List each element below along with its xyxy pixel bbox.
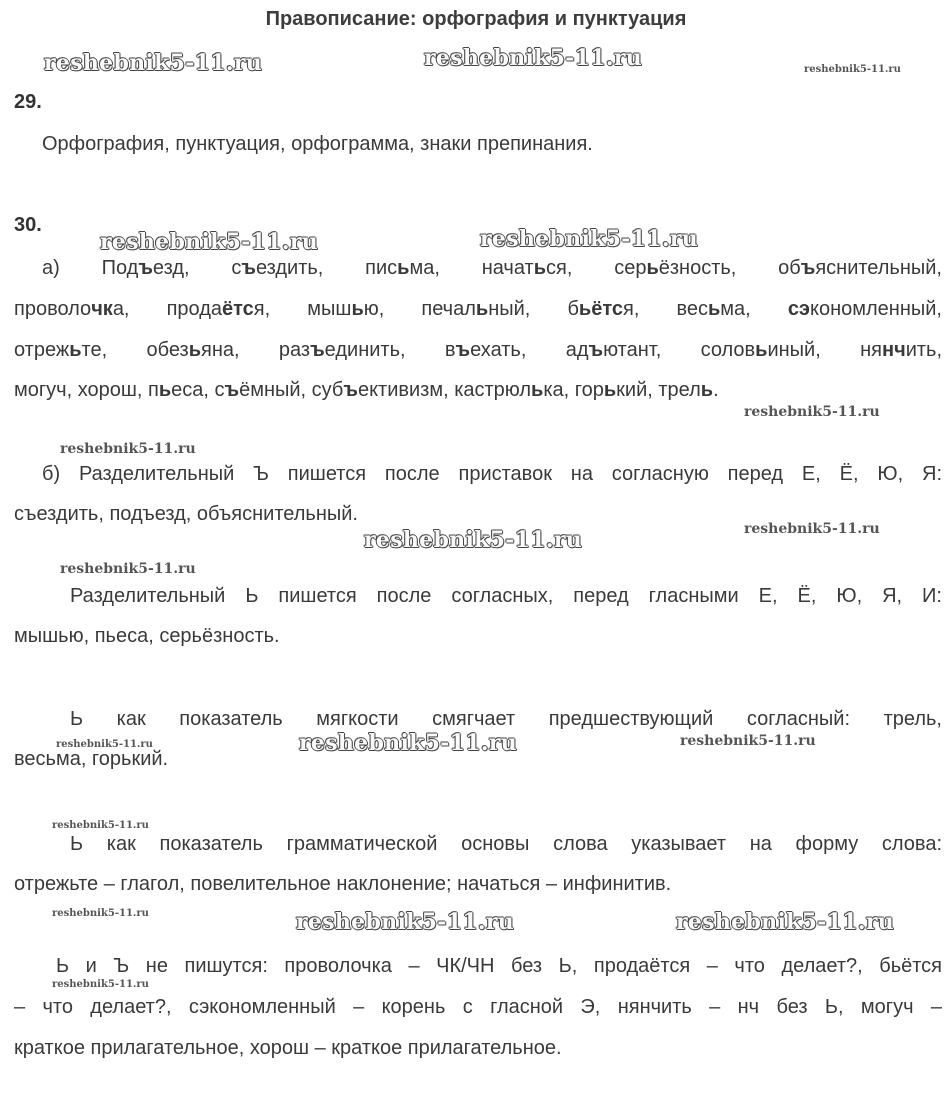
paragraph-line: отрежьте – глагол, повелительное наклонение; начаться – инфинитив.: [14, 873, 672, 895]
watermark: reshebnik5-11.ru: [52, 908, 149, 919]
paragraph-line: Ь как показатель грамматической основы слова указывает на форму слова:: [70, 833, 942, 855]
watermark: reshebnik5-11.ru: [364, 527, 583, 553]
text-segment: ю, печал: [363, 298, 476, 320]
bold-letter: ь: [158, 379, 172, 401]
bold-letter: ъ: [310, 339, 325, 361]
text-segment: ездить, пис: [255, 257, 398, 279]
bold-letter: ь: [533, 257, 546, 279]
text-segment: ёмный, суб: [239, 379, 344, 401]
paragraph-line: Разделительный Ь пишется после согласных, перед гласными Е, Ё, Ю, Я, И:: [70, 585, 942, 607]
paragraph-line: краткое прилагательное, хорош – краткое прилагательное.: [14, 1037, 562, 1059]
text-segment: яснительный,: [815, 257, 942, 279]
watermark: reshebnik5-11.ru: [676, 909, 895, 935]
text-segment: ехать, ад: [470, 339, 589, 361]
text-segment: а, прода: [112, 298, 223, 320]
text-segment: иный, ня: [767, 339, 882, 361]
watermark: reshebnik5-11.ru: [52, 979, 149, 990]
bold-letter: ь: [397, 257, 410, 279]
bold-letter: ь: [69, 339, 82, 361]
watermark: reshebnik5-11.ru: [56, 739, 153, 750]
paragraph-line: б) Разделительный Ъ пишется после приставок на согласную перед Е, Ё, Ю, Я:: [42, 463, 942, 485]
text-segment: могуч, хорош, п: [14, 379, 159, 401]
watermark: reshebnik5-11.ru: [744, 521, 880, 537]
bold-letter: ь: [700, 379, 714, 401]
text-segment: я, вес: [622, 298, 708, 320]
text-segment: ный, б: [488, 298, 579, 320]
exercise-30a-line-3: [14, 338, 942, 362]
watermark: reshebnik5-11.ru: [60, 441, 196, 457]
bold-letter: ь: [475, 298, 489, 320]
exercise-30a-line-2: [14, 297, 942, 321]
bold-letter: ъ: [241, 257, 256, 279]
text-segment: те, обез: [81, 339, 189, 361]
bold-letter: ъ: [224, 379, 240, 401]
watermark: reshebnik5-11.ru: [480, 226, 699, 252]
watermark: reshebnik5-11.ru: [100, 229, 319, 255]
bold-letter: нч: [881, 339, 906, 361]
text-segment: а) Под: [42, 257, 139, 279]
watermark: reshebnik5-11.ru: [44, 50, 263, 76]
paragraph-line: – что делает?, сэкономленный – корень с гласной Э, нянчить – нч без Ь, могуч –: [14, 996, 942, 1018]
paragraph-line: съездить, подъезд, объяснительный.: [14, 503, 358, 525]
text-segment: ёзность, об: [658, 257, 801, 279]
exercise-29-text: Орфография, пунктуация, орфограмма, знаки препинания.: [42, 133, 593, 155]
text-segment: .: [713, 379, 719, 401]
text-segment: единить, в: [324, 339, 456, 361]
exercise-30a-line-4: [14, 378, 942, 402]
bold-letter: ь: [603, 379, 617, 401]
exercise-number: 29.: [14, 91, 42, 113]
watermark: reshebnik5-11.ru: [299, 730, 518, 756]
text-segment: я, мыш: [253, 298, 352, 320]
page-title: Правописание: орфография и пунктуация: [265, 8, 687, 30]
text-segment: проволо: [14, 298, 92, 320]
bold-letter: ь: [351, 298, 364, 320]
text-segment: ка, гор: [543, 379, 604, 401]
paragraph-line: Ь как показатель мягкости смягчает предшествующий согласный: трель,: [70, 708, 942, 730]
bold-letter: ъ: [138, 257, 153, 279]
bold-letter: ь: [707, 298, 721, 320]
exercise-30a-line-1: [14, 256, 942, 280]
text-segment: ма,: [720, 298, 788, 320]
text-segment: яна, раз: [201, 339, 311, 361]
bold-letter: ётс: [222, 298, 254, 320]
bold-letter: ь: [646, 257, 659, 279]
text-segment: ма, начат: [409, 257, 534, 279]
watermark: reshebnik5-11.ru: [804, 64, 901, 75]
bold-letter: ъ: [343, 379, 358, 401]
paragraph-line: весьма, горький.: [14, 748, 169, 770]
paragraph-line: Ь и Ъ не пишутся: проволочка – ЧК/ЧН без Ь, продаётся – что делает?, бьётся: [56, 955, 942, 977]
watermark: reshebnik5-11.ru: [744, 404, 880, 420]
watermark: reshebnik5-11.ru: [680, 733, 816, 749]
text-segment: кий, трел: [616, 379, 701, 401]
watermark: reshebnik5-11.ru: [296, 909, 515, 935]
watermark: reshebnik5-11.ru: [60, 561, 196, 577]
text-segment: ить,: [905, 339, 942, 361]
bold-letter: ь: [755, 339, 768, 361]
text-segment: кономленный,: [809, 298, 942, 320]
bold-letter: ъ: [588, 339, 604, 361]
watermark: reshebnik5-11.ru: [52, 820, 149, 831]
watermark: reshebnik5-11.ru: [424, 45, 643, 71]
bold-letter: ъ: [800, 257, 816, 279]
bold-letter: ьётс: [578, 298, 623, 320]
exercise-number: 30.: [14, 214, 42, 236]
text-segment: ективизм, кастрюл: [357, 379, 532, 401]
bold-letter: ь: [531, 379, 544, 401]
bold-letter: ъ: [455, 339, 471, 361]
bold-letter: сэ: [787, 298, 810, 320]
bold-letter: чк: [91, 298, 113, 320]
text-segment: отреж: [14, 339, 70, 361]
bold-letter: ь: [188, 339, 201, 361]
text-segment: ютант, солов: [603, 339, 756, 361]
text-segment: езд, с: [152, 257, 242, 279]
paragraph-line: мышью, пьеса, серьёзность.: [14, 625, 280, 647]
text-segment: еса, с: [171, 379, 225, 401]
text-segment: ся, сер: [546, 257, 647, 279]
